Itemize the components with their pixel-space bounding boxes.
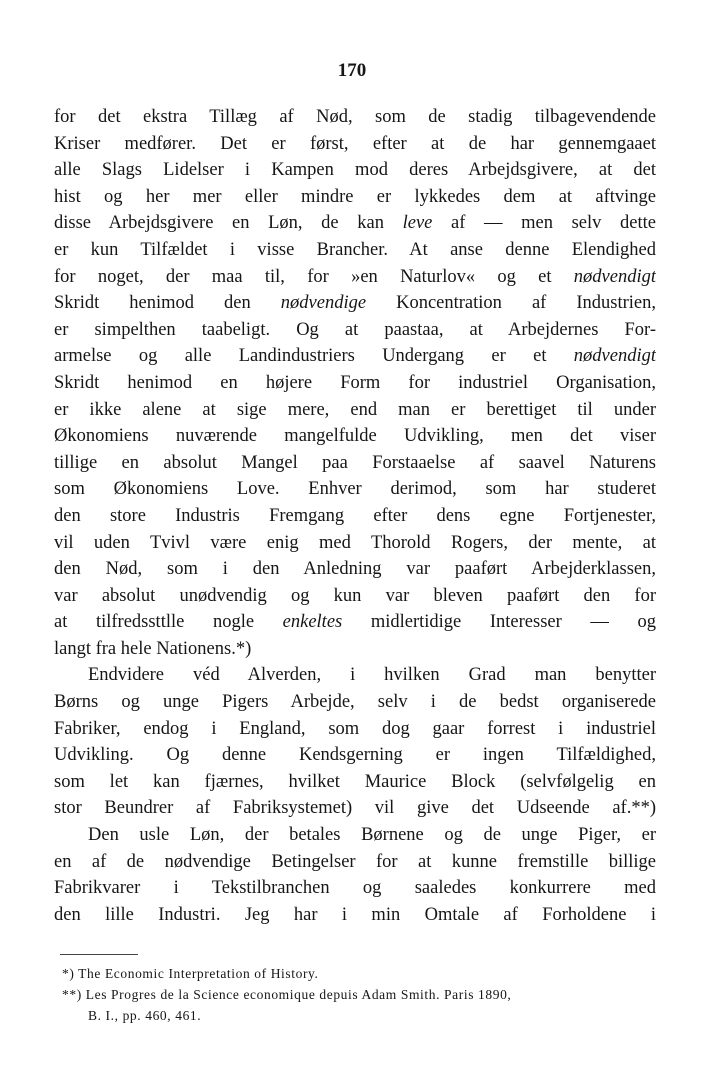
italic-text: leve (402, 213, 433, 234)
text-span: en af de nødvendige Betingelser for at kunne fremstille billige (54, 851, 656, 872)
text-span: den store Industris Fremgang efter dens egne Fortjenester, (54, 505, 656, 526)
text-span: Økonomiens nuværende mangelfulde Udvikling, men det viser (54, 426, 656, 447)
text-line (54, 370, 656, 397)
text-line (54, 503, 656, 530)
text-line (54, 662, 656, 689)
text-span: Fabrikvarer i Tekstilbranchen og saaledes konkurrere med (54, 878, 656, 899)
page-number: 170 (337, 60, 367, 81)
footnote-2: **) Les Progres de la Science economique depuis Adam Smith. Paris 1890, (62, 987, 512, 1002)
text-line (54, 716, 656, 743)
text-span: Skridt henimod en højere Form for industriel Organisation, (54, 372, 656, 393)
italic-text: nødvendigt (573, 346, 656, 367)
text-line (54, 210, 656, 237)
footnote-1: *) The Economic Interpretation of History. (62, 966, 319, 981)
text-span: armelse og alle Landindustriers Undergang er et (54, 346, 574, 367)
text-line (54, 397, 656, 424)
text-span: for det ekstra Tillæg af Nød, som de stadig tilbagevendende (54, 107, 656, 127)
text-line (54, 769, 656, 796)
text-span: midlertidige Interesser — og (342, 612, 656, 633)
text-line (54, 689, 656, 716)
text-span: Børns og unge Pigers Arbejde, selv i de bedst organiserede (54, 692, 656, 713)
body-text (54, 104, 656, 928)
text-span: som Økonomiens Love. Enhver derimod, som har studeret (54, 479, 656, 500)
text-line (54, 184, 656, 211)
text-line (54, 317, 656, 344)
text-span: vil uden Tvivl være enig med Thorold Rogers, der mente, at (54, 532, 656, 553)
text-line (54, 423, 656, 450)
text-span: var absolut unødvendig og kun var bleven paaført den for (54, 585, 656, 606)
text-span: som let kan fjærnes, hvilket Maurice Block (selvfølgelig en (54, 771, 656, 792)
text-line (54, 902, 656, 929)
text-line (54, 237, 656, 264)
italic-text: nødvendigt (573, 266, 656, 287)
text-span: Endvidere véd Alverden, i hvilken Grad man benytter (88, 665, 656, 686)
text-line (54, 290, 656, 317)
text-line (54, 742, 656, 769)
text-line (54, 104, 656, 131)
text-line (54, 849, 656, 876)
text-line (54, 530, 656, 557)
footnote-2-continuation: B. I., pp. 460, 461. (88, 1008, 202, 1023)
footnote-divider (60, 954, 138, 955)
text-line (54, 822, 656, 849)
text-line (54, 609, 656, 636)
text-span: stor Beundrer af Fabriksystemet) vil give det Udseende af.**) (54, 798, 656, 819)
text-span: Fabriker, endog i England, som dog gaar forrest i industriel (54, 718, 656, 739)
text-span: disse Arbejdsgivere en Løn, de kan (54, 213, 403, 234)
text-line (54, 450, 656, 477)
text-span: er ikke alene at sige mere, end man er berettiget til under (54, 399, 656, 420)
text-span: den lille Industri. Jeg har i min Omtale af Forholdene i (54, 904, 656, 925)
footnotes (62, 963, 668, 1026)
text-span: Koncentration af Industrien, (366, 293, 656, 314)
text-span: er kun Tilfældet i visse Brancher. At anse denne Elendighed (54, 239, 656, 260)
text-span: Kriser medfører. Det er først, efter at de har gennemgaaet (54, 133, 656, 154)
text-line (54, 556, 656, 583)
italic-text: nødvendige (280, 293, 367, 314)
text-span: Udvikling. Og denne Kendsgerning er ingen Tilfældighed, (54, 745, 656, 766)
text-span: er simpelthen taabeligt. Og at paastaa, at Arbejdernes For- (54, 319, 656, 340)
text-span: hist og her mer eller mindre er lykkedes dem at aftvinge (54, 186, 656, 207)
text-span: langt fra hele Nationens.*) (54, 638, 252, 659)
text-span: Skridt henimod den (54, 293, 281, 314)
text-line (54, 583, 656, 610)
text-line (54, 264, 656, 291)
text-span: tillige en absolut Mangel paa Forstaaelse af saavel Naturens (54, 452, 656, 473)
text-span: den Nød, som i den Anledning var paaført Arbejderklassen, (54, 559, 656, 580)
text-line (54, 636, 656, 663)
text-line (54, 476, 656, 503)
text-span: at tilfredssttlle nogle (54, 612, 283, 633)
text-line (54, 131, 656, 158)
text-span: af — men selv dette (432, 213, 656, 234)
text-span: alle Slags Lidelser i Kampen mod deres Arbejdsgivere, at det (54, 160, 656, 181)
text-span: Den usle Løn, der betales Børnene og de unge Piger, er (88, 825, 656, 846)
text-line (54, 875, 656, 902)
text-line (54, 795, 656, 822)
text-span: for noget, der maa til, for »en Naturlov« og et (54, 266, 574, 287)
text-line (54, 157, 656, 184)
text-line (54, 343, 656, 370)
italic-text: enkeltes (282, 612, 343, 633)
